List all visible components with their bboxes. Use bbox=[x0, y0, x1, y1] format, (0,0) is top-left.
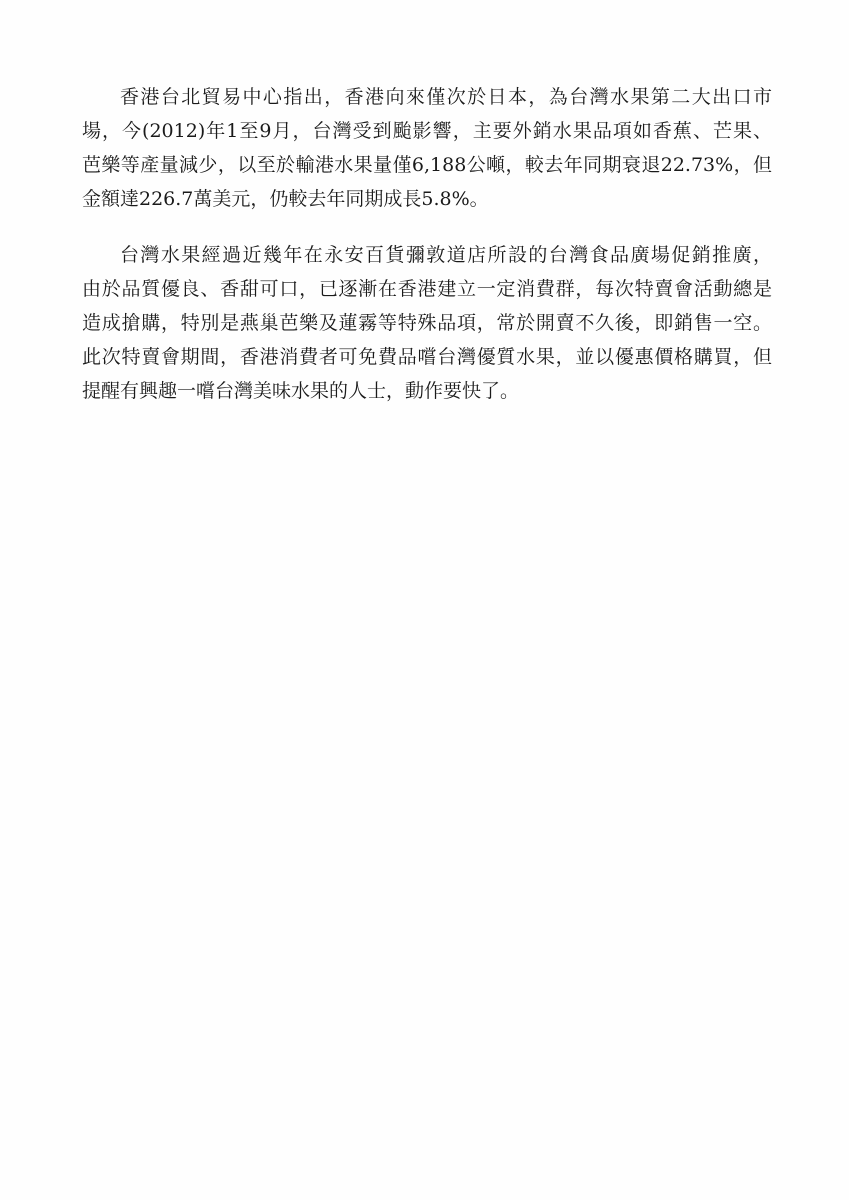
text-line: 芭樂等產量減少，以至於輸港水果量僅6,188公噸，較去年同期衰退22.73%，但 bbox=[82, 154, 772, 176]
text-line: 金額達226.7萬美元，仍較去年同期成長5.8%。 bbox=[82, 188, 489, 210]
text-line: 場，今(2012)年1至9月，台灣受到颱影響，主要外銷水果品項如香蕉、芒果、 bbox=[82, 120, 772, 142]
paragraph-promotion bbox=[82, 238, 772, 408]
text-line: 由於品質優良、香甜可口，已逐漸在香港建立一定消費群，每次特賣會活動總是 bbox=[82, 278, 772, 300]
text-line: 提醒有興趣一嚐台灣美味水果的人士，動作要快了。 bbox=[82, 380, 520, 402]
text-line: 造成搶購，特別是燕巢芭樂及蓮霧等特殊品項，常於開賣不久後，即銷售一空。 bbox=[82, 312, 772, 334]
text-line: 台灣水果經過近幾年在永安百貨彌敦道店所設的台灣食品廣場促銷推廣， bbox=[120, 244, 772, 266]
text-line: 此次特賣會期間，香港消費者可免費品嚐台灣優質水果，並以優惠價格購買，但 bbox=[82, 346, 772, 368]
text-line: 香港台北貿易中心指出，香港向來僅次於日本，為台灣水果第二大出口市 bbox=[120, 86, 772, 108]
paragraph-export-statistics bbox=[82, 80, 772, 216]
